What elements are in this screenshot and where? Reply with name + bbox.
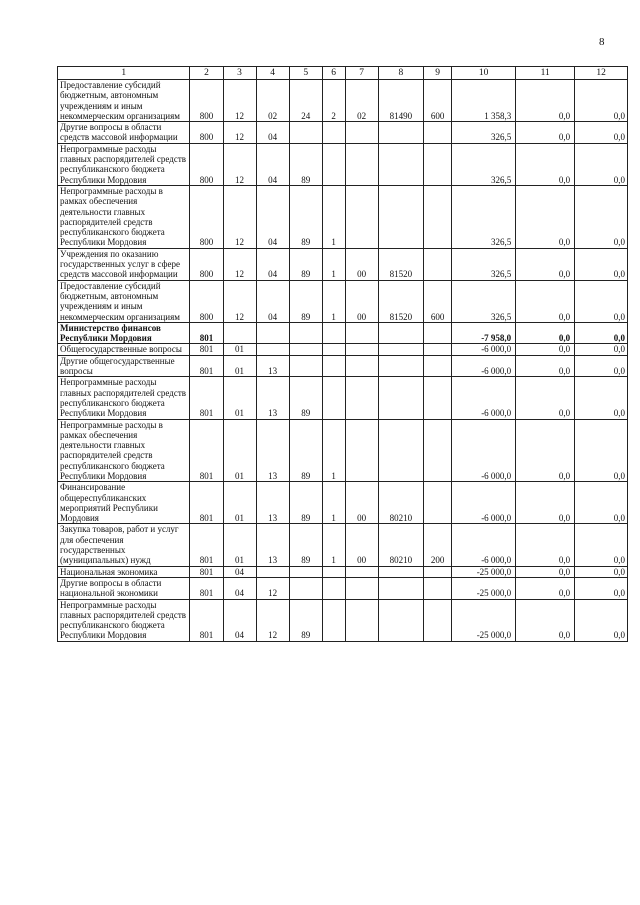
header-cell: 11 [516, 67, 575, 80]
cell-col-8 [378, 344, 424, 355]
cell-col-12: 0,0 [575, 80, 628, 122]
row-name-cell: Другие вопросы в области национальной экономики [58, 577, 190, 599]
cell-col-6 [322, 344, 345, 355]
cell-col-6 [322, 599, 345, 641]
cell-col-2: 801 [190, 566, 223, 577]
cell-col-8 [378, 185, 424, 248]
cell-col-8: 81490 [378, 80, 424, 122]
cell-col-2: 801 [190, 322, 223, 344]
row-name-cell: Непрограммные расходы главных распорядителей средств республиканского бюджета Республики Мордовия [58, 377, 190, 419]
cell-col-4: 02 [256, 80, 289, 122]
cell-col-10: -25 000,0 [452, 599, 516, 641]
cell-col-8 [378, 355, 424, 377]
cell-col-5: 89 [289, 482, 322, 524]
cell-col-2: 800 [190, 280, 223, 322]
row-name-cell: Непрограммные расходы главных распорядителей средств республиканского бюджета Республики Мордовия [58, 143, 190, 185]
cell-col-3: 04 [223, 566, 256, 577]
cell-col-2: 801 [190, 482, 223, 524]
cell-col-3: 01 [223, 377, 256, 419]
cell-col-2: 800 [190, 185, 223, 248]
cell-col-3: 01 [223, 524, 256, 566]
cell-col-12: 0,0 [575, 248, 628, 280]
cell-col-12: 0,0 [575, 577, 628, 599]
cell-col-10: -6 000,0 [452, 419, 516, 482]
row-name-cell: Учреждения по оказанию государственных услуг в сфере средств массовой информации [58, 248, 190, 280]
cell-col-12: 0,0 [575, 185, 628, 248]
cell-col-3: 01 [223, 482, 256, 524]
cell-col-6 [322, 377, 345, 419]
cell-col-10: -25 000,0 [452, 577, 516, 599]
cell-col-5 [289, 577, 322, 599]
cell-col-8: 81520 [378, 280, 424, 322]
cell-col-5: 89 [289, 419, 322, 482]
cell-col-6 [322, 122, 345, 144]
cell-col-12: 0,0 [575, 122, 628, 144]
cell-col-5 [289, 122, 322, 144]
cell-col-11: 0,0 [516, 185, 575, 248]
cell-col-10: -6 000,0 [452, 377, 516, 419]
header-cell: 9 [424, 67, 452, 80]
cell-col-5 [289, 322, 322, 344]
cell-col-3: 12 [223, 122, 256, 144]
cell-col-2: 801 [190, 377, 223, 419]
cell-col-10: 326,5 [452, 248, 516, 280]
table-header-row [58, 67, 628, 80]
cell-col-2: 801 [190, 355, 223, 377]
cell-col-9: 200 [424, 524, 452, 566]
table-row [58, 355, 628, 377]
cell-col-9 [424, 419, 452, 482]
row-name-cell: Непрограммные расходы в рамках обеспечения деятельности главных распорядителей средств республиканского бюджета Республики Мордовия [58, 185, 190, 248]
cell-col-2: 800 [190, 122, 223, 144]
header-cell: 3 [223, 67, 256, 80]
cell-col-4: 04 [256, 248, 289, 280]
cell-col-6: 1 [322, 185, 345, 248]
cell-col-4 [256, 566, 289, 577]
cell-col-7: 00 [345, 524, 378, 566]
cell-col-8 [378, 122, 424, 144]
cell-col-7 [345, 419, 378, 482]
cell-col-2: 801 [190, 344, 223, 355]
cell-col-12: 0,0 [575, 524, 628, 566]
page-number: 8 [599, 36, 605, 48]
row-name-cell: Другие общегосударственные вопросы [58, 355, 190, 377]
cell-col-3 [223, 322, 256, 344]
cell-col-11: 0,0 [516, 80, 575, 122]
cell-col-12: 0,0 [575, 143, 628, 185]
cell-col-12: 0,0 [575, 344, 628, 355]
cell-col-7 [345, 355, 378, 377]
cell-col-4: 13 [256, 377, 289, 419]
cell-col-3: 12 [223, 80, 256, 122]
cell-col-12: 0,0 [575, 280, 628, 322]
cell-col-5: 89 [289, 280, 322, 322]
cell-col-4: 13 [256, 482, 289, 524]
cell-col-11: 0,0 [516, 344, 575, 355]
header-cell: 7 [345, 67, 378, 80]
cell-col-5: 89 [289, 248, 322, 280]
cell-col-9 [424, 577, 452, 599]
header-cell: 1 [58, 67, 190, 80]
cell-col-2: 800 [190, 248, 223, 280]
cell-col-4: 04 [256, 143, 289, 185]
header-cell: 2 [190, 67, 223, 80]
header-cell: 12 [575, 67, 628, 80]
cell-col-6: 1 [322, 248, 345, 280]
cell-col-6 [322, 322, 345, 344]
cell-col-12: 0,0 [575, 482, 628, 524]
cell-col-11: 0,0 [516, 143, 575, 185]
cell-col-12: 0,0 [575, 599, 628, 641]
row-name-cell: Национальная экономика [58, 566, 190, 577]
cell-col-3: 04 [223, 577, 256, 599]
table-row [58, 248, 628, 280]
cell-col-9 [424, 344, 452, 355]
cell-col-11: 0,0 [516, 355, 575, 377]
cell-col-9 [424, 143, 452, 185]
cell-col-9: 600 [424, 280, 452, 322]
cell-col-6: 1 [322, 524, 345, 566]
cell-col-7 [345, 566, 378, 577]
cell-col-2: 801 [190, 524, 223, 566]
table-row [58, 377, 628, 419]
header-cell: 4 [256, 67, 289, 80]
cell-col-11: 0,0 [516, 377, 575, 419]
cell-col-4: 04 [256, 280, 289, 322]
cell-col-8: 80210 [378, 482, 424, 524]
cell-col-10: -7 958,0 [452, 322, 516, 344]
cell-col-10: -6 000,0 [452, 482, 516, 524]
cell-col-11: 0,0 [516, 566, 575, 577]
cell-col-11: 0,0 [516, 482, 575, 524]
table-row [58, 566, 628, 577]
row-name-cell: Министерство финансов Республики Мордовия [58, 322, 190, 344]
cell-col-7: 00 [345, 482, 378, 524]
cell-col-5: 89 [289, 377, 322, 419]
cell-col-11: 0,0 [516, 524, 575, 566]
cell-col-12: 0,0 [575, 377, 628, 419]
cell-col-3: 01 [223, 355, 256, 377]
cell-col-8 [378, 143, 424, 185]
row-name-cell: Закупка товаров, работ и услуг для обеспечения государственных (муниципальных) нужд [58, 524, 190, 566]
cell-col-10: 326,5 [452, 143, 516, 185]
cell-col-4: 04 [256, 185, 289, 248]
cell-col-5: 89 [289, 599, 322, 641]
cell-col-8 [378, 599, 424, 641]
row-name-cell: Общегосударственные вопросы [58, 344, 190, 355]
cell-col-10: -6 000,0 [452, 344, 516, 355]
cell-col-7: 00 [345, 280, 378, 322]
cell-col-4: 13 [256, 524, 289, 566]
cell-col-9 [424, 185, 452, 248]
cell-col-8 [378, 566, 424, 577]
cell-col-5: 89 [289, 185, 322, 248]
cell-col-9 [424, 322, 452, 344]
cell-col-7 [345, 143, 378, 185]
table-row [58, 524, 628, 566]
cell-col-9 [424, 355, 452, 377]
cell-col-8 [378, 577, 424, 599]
row-name-cell: Финансирование общереспубликанских мероприятий Республики Мордовия [58, 482, 190, 524]
cell-col-9 [424, 599, 452, 641]
cell-col-5 [289, 566, 322, 577]
cell-col-9: 600 [424, 80, 452, 122]
cell-col-11: 0,0 [516, 280, 575, 322]
cell-col-3: 04 [223, 599, 256, 641]
table-row [58, 185, 628, 248]
cell-col-7 [345, 577, 378, 599]
cell-col-6 [322, 577, 345, 599]
cell-col-5 [289, 344, 322, 355]
cell-col-5 [289, 355, 322, 377]
cell-col-6: 2 [322, 80, 345, 122]
cell-col-11: 0,0 [516, 322, 575, 344]
cell-col-6: 1 [322, 482, 345, 524]
cell-col-12: 0,0 [575, 322, 628, 344]
header-cell: 10 [452, 67, 516, 80]
table-row [58, 80, 628, 122]
cell-col-4: 13 [256, 355, 289, 377]
table-row [58, 482, 628, 524]
cell-col-4: 12 [256, 577, 289, 599]
cell-col-11: 0,0 [516, 599, 575, 641]
table-row [58, 143, 628, 185]
table-row [58, 419, 628, 482]
cell-col-12: 0,0 [575, 566, 628, 577]
cell-col-7 [345, 344, 378, 355]
row-name-cell: Предоставление субсидий бюджетным, автономным учреждениям и иным некоммерческим организациям [58, 80, 190, 122]
cell-col-6 [322, 143, 345, 185]
cell-col-7: 02 [345, 80, 378, 122]
cell-col-5: 24 [289, 80, 322, 122]
cell-col-9 [424, 482, 452, 524]
cell-col-9 [424, 248, 452, 280]
cell-col-6: 1 [322, 419, 345, 482]
cell-col-12: 0,0 [575, 419, 628, 482]
cell-col-8: 81520 [378, 248, 424, 280]
cell-col-4: 13 [256, 419, 289, 482]
cell-col-8: 80210 [378, 524, 424, 566]
cell-col-8 [378, 377, 424, 419]
cell-col-10: 326,5 [452, 185, 516, 248]
cell-col-6: 1 [322, 280, 345, 322]
table-row [58, 344, 628, 355]
row-name-cell: Другие вопросы в области средств массовой информации [58, 122, 190, 144]
cell-col-8 [378, 419, 424, 482]
cell-col-2: 801 [190, 577, 223, 599]
cell-col-7 [345, 377, 378, 419]
cell-col-10: -25 000,0 [452, 566, 516, 577]
cell-col-5: 89 [289, 143, 322, 185]
cell-col-3: 12 [223, 280, 256, 322]
cell-col-3: 12 [223, 143, 256, 185]
cell-col-4 [256, 322, 289, 344]
table-row [58, 599, 628, 641]
cell-col-11: 0,0 [516, 248, 575, 280]
header-cell: 5 [289, 67, 322, 80]
cell-col-2: 801 [190, 599, 223, 641]
cell-col-4: 04 [256, 122, 289, 144]
cell-col-9 [424, 377, 452, 419]
cell-col-7 [345, 185, 378, 248]
cell-col-3: 12 [223, 248, 256, 280]
budget-table [57, 66, 628, 642]
cell-col-9 [424, 566, 452, 577]
cell-col-6 [322, 566, 345, 577]
cell-col-10: -6 000,0 [452, 524, 516, 566]
cell-col-11: 0,0 [516, 419, 575, 482]
cell-col-9 [424, 122, 452, 144]
cell-col-3: 12 [223, 185, 256, 248]
cell-col-10: -6 000,0 [452, 355, 516, 377]
row-name-cell: Непрограммные расходы в рамках обеспечения деятельности главных распорядителей средств республиканского бюджета Республики Мордовия [58, 419, 190, 482]
cell-col-7 [345, 322, 378, 344]
cell-col-11: 0,0 [516, 122, 575, 144]
cell-col-7 [345, 122, 378, 144]
cell-col-2: 800 [190, 80, 223, 122]
table-row [58, 322, 628, 344]
header-cell: 6 [322, 67, 345, 80]
cell-col-6 [322, 355, 345, 377]
table-row [58, 122, 628, 144]
cell-col-2: 801 [190, 419, 223, 482]
table-row [58, 280, 628, 322]
row-name-cell: Непрограммные расходы главных распорядителей средств республиканского бюджета Республики Мордовия [58, 599, 190, 641]
cell-col-7: 00 [345, 248, 378, 280]
cell-col-10: 326,5 [452, 280, 516, 322]
row-name-cell: Предоставление субсидий бюджетным, автономным учреждениям и иным некоммерческим организациям [58, 280, 190, 322]
cell-col-7 [345, 599, 378, 641]
cell-col-4 [256, 344, 289, 355]
header-cell: 8 [378, 67, 424, 80]
cell-col-10: 326,5 [452, 122, 516, 144]
cell-col-10: 1 358,3 [452, 80, 516, 122]
cell-col-3: 01 [223, 419, 256, 482]
cell-col-4: 12 [256, 599, 289, 641]
cell-col-12: 0,0 [575, 355, 628, 377]
cell-col-2: 800 [190, 143, 223, 185]
table-row [58, 577, 628, 599]
cell-col-3: 01 [223, 344, 256, 355]
cell-col-5: 89 [289, 524, 322, 566]
cell-col-8 [378, 322, 424, 344]
cell-col-11: 0,0 [516, 577, 575, 599]
